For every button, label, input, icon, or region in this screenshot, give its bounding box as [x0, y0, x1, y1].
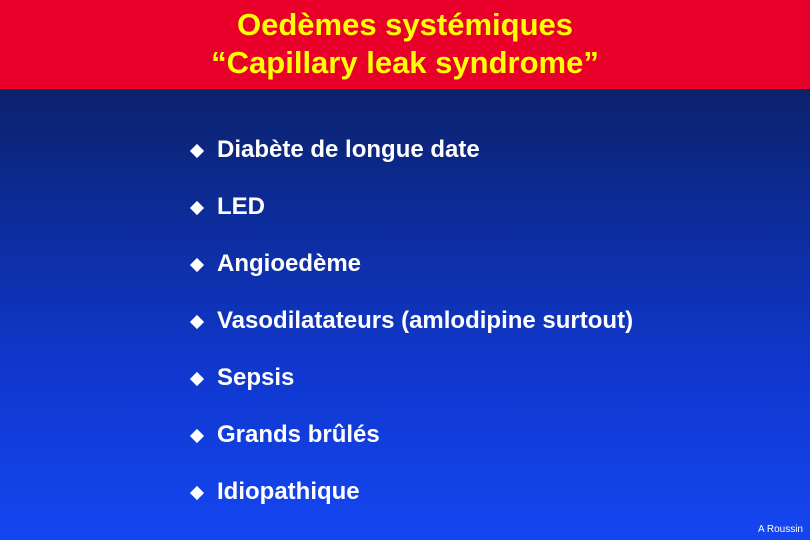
bullet-text: Grands brûlés: [217, 421, 380, 448]
list-item: [190, 303, 633, 360]
bullet-list: [190, 132, 633, 531]
bullet-text: Vasodilatateurs (amlodipine surtout): [217, 307, 634, 334]
diamond-bullet-icon: [190, 258, 204, 272]
diamond-bullet-icon: [190, 486, 204, 500]
title-bar: [0, 0, 810, 89]
bullet-text: Angioedème: [217, 250, 362, 277]
list-item: [190, 189, 633, 246]
diamond-bullet-icon: [190, 144, 204, 158]
diamond-bullet-icon: [190, 315, 204, 329]
list-item: [190, 132, 633, 189]
bullet-text: Sepsis: [217, 364, 295, 391]
slide-title-line-2: “Capillary leak syndrome”: [211, 45, 599, 80]
bullet-text: LED: [217, 193, 265, 220]
diamond-bullet-icon: [190, 201, 204, 215]
list-item: [190, 360, 633, 417]
bullet-text: Idiopathique: [217, 478, 360, 505]
diamond-bullet-icon: [190, 372, 204, 386]
bullet-text: Diabète de longue date: [217, 136, 480, 163]
author-credit: A Roussin: [757, 524, 803, 535]
slide-title-line-1: Oedèmes systémiques: [236, 7, 573, 42]
list-item: [190, 417, 633, 474]
list-item: [190, 474, 633, 531]
list-item: [190, 246, 633, 303]
diamond-bullet-icon: [190, 429, 204, 443]
